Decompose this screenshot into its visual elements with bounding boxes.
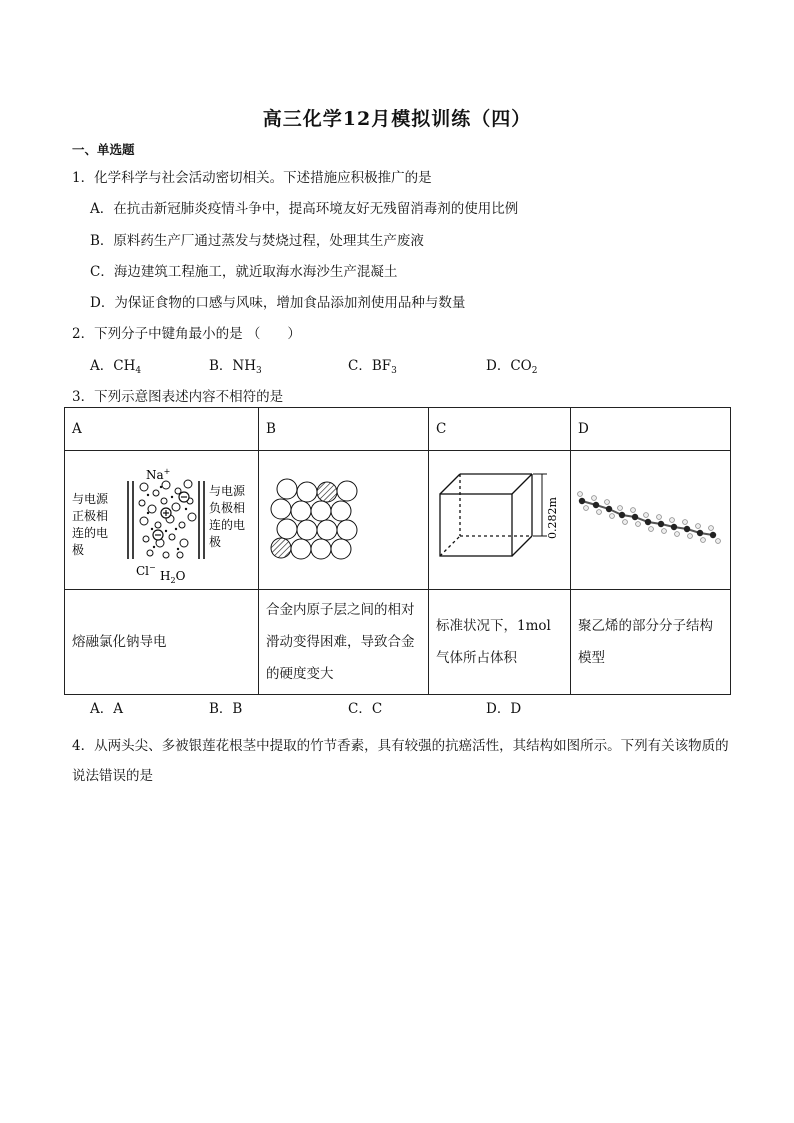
question-3-table <box>64 407 731 695</box>
table-description-row <box>65 590 731 695</box>
cube <box>440 474 532 556</box>
section-heading: 一、单选题 <box>72 142 135 157</box>
question-2-option-d: D．$CO_2$ <box>486 358 538 376</box>
question-3-option-a: A．A <box>90 701 123 717</box>
cube-volume-diagram <box>430 451 570 585</box>
question-2-stem: 2．下列分子中键角最小的是 （ ） <box>72 326 301 342</box>
anode-label-line-4: 极 <box>71 543 84 557</box>
cathode-label-line-2: 负极相 <box>208 501 245 515</box>
ion-particles <box>139 480 196 558</box>
table-header-d: D <box>571 408 731 451</box>
question-2-option-c: C．$BF_3$ <box>348 358 397 376</box>
anode-label-line-1: 与电源 <box>71 492 108 506</box>
description-d: 聚乙烯的部分分子结构模型 <box>571 590 731 695</box>
dimension-marker <box>533 474 547 536</box>
question-1-option-d: D．为保证食物的口感与风味，增加食品添加剂使用品种与数量 <box>90 295 466 311</box>
solute-atom <box>317 482 337 502</box>
figure-b-cell <box>259 451 429 590</box>
dimension-label: 0.282m <box>545 497 559 539</box>
question-2-option-b: B．$NH_3$ <box>209 358 262 376</box>
chloride-ion-label: Cl− <box>135 563 156 578</box>
description-b: 合金内原子层之间的相对滑动变得困难，导致合金的硬度变大 <box>259 590 429 695</box>
question-3-option-c: C．C <box>348 701 383 717</box>
carbon-backbone <box>582 501 713 535</box>
table-figure-row <box>65 451 731 590</box>
cathode-label-line-1: 与电源 <box>208 484 245 498</box>
question-3-option-b: B．B <box>209 701 243 717</box>
figure-a-cell <box>65 451 259 590</box>
question-1-option-b: B．原料药生产厂通过蒸发与焚烧过程，处理其生产废液 <box>90 233 424 249</box>
sodium-ion-label: Na+ <box>145 467 170 482</box>
alloy-atoms-diagram <box>260 451 428 585</box>
question-3-option-d: D．D <box>486 701 522 717</box>
table-header-row <box>65 408 731 451</box>
solute-atom <box>271 538 291 558</box>
table-header-b: B <box>259 408 429 451</box>
question-4-stem: 4．从两头尖、多被银莲花根茎中提取的竹节香素，具有较强的抗癌活性，其结构如图所示。下列有关该物质的说法错误的是 <box>72 738 729 784</box>
page-title: 高三化学12月模拟训练（四） <box>262 108 532 130</box>
question-2-option-a: A．$CH_4$ <box>90 358 142 376</box>
figure-d-cell <box>571 451 731 590</box>
anode-label-line-3: 连的电 <box>71 526 108 540</box>
anode-label-line-2: 正极相 <box>71 509 108 523</box>
question-1-stem: 1．化学科学与社会活动密切相关。下述措施应积极推广的是 <box>72 170 432 186</box>
description-a: 熔融氯化钠导电 <box>65 590 259 695</box>
water-label: $H_2O$ <box>159 569 185 585</box>
description-c: 标准状况下，1mol 气体所占体积 <box>429 590 571 695</box>
molten-nacl-diagram <box>66 451 258 585</box>
atom-grid <box>271 479 357 559</box>
table-header-a: A <box>65 408 259 451</box>
question-1-option-c: C．海边建筑工程施工，就近取海水海沙生产混凝土 <box>90 264 398 280</box>
cathode-label-line-3: 连的电 <box>208 518 245 532</box>
polyethylene-model <box>572 451 730 585</box>
figure-c-cell <box>429 451 571 590</box>
question-1-option-a: A．在抗击新冠肺炎疫情斗争中，提高环境友好无残留消毒剂的使用比例 <box>90 201 519 217</box>
question-3-stem: 3．下列示意图表述内容不相符的是 <box>72 389 284 405</box>
cathode-label-line-4: 极 <box>208 535 221 549</box>
table-header-c: C <box>429 408 571 451</box>
